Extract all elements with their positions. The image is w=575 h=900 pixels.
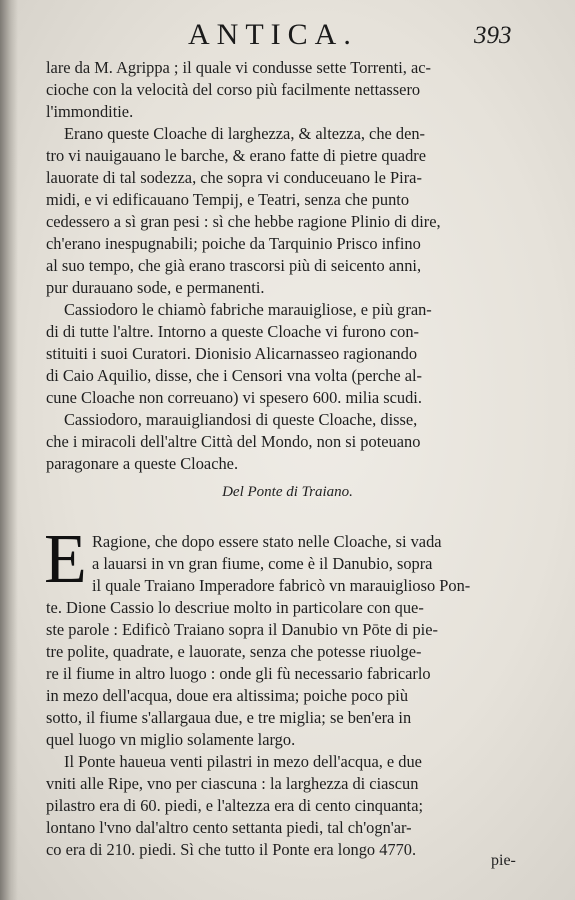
text-line: pur durauano sode, e permanenti. bbox=[46, 278, 265, 297]
text-line: cune Cloache non correuano) vi spesero 600. milia scudi. bbox=[46, 388, 422, 407]
text-line: Ragione, che dopo essere stato nelle Cloache, si vada bbox=[92, 532, 442, 551]
text-line: vniti alle Ripe, vno per ciascuna : la larghezza di ciascun bbox=[46, 774, 419, 793]
text-line: di Caio Aquilio, disse, che i Censori vna volta (perche al- bbox=[46, 366, 422, 385]
text-line: paragonare a queste Cloache. bbox=[46, 454, 239, 473]
page-gutter-shadow bbox=[0, 0, 18, 900]
text-line: lare da M. Agrippa ; il quale vi condusse sette Torrenti, ac- bbox=[46, 58, 431, 77]
text-line: quel luogo vn miglio solamente largo. bbox=[46, 730, 296, 749]
page-number: 393 bbox=[474, 22, 512, 49]
running-head: ANTICA. bbox=[188, 18, 358, 51]
text-line: lauorate di tal sodezza, che sopra vi conduceuano le Pira- bbox=[46, 168, 422, 187]
text-line: tre polite, quadrate, e lauorate, senza che potesse riuolge- bbox=[46, 642, 422, 661]
text-line: l'immonditie. bbox=[46, 102, 134, 121]
text-line: tro vi nauigauano le barche, & erano fatte di pietre quadre bbox=[46, 146, 427, 165]
text-line: stituiti i suoi Curatori. Dionisio Alicarnasseo ragionando bbox=[46, 344, 418, 363]
catchword: pie- bbox=[491, 852, 516, 869]
text-line: Erano queste Cloache di larghezza, & altezza, che den- bbox=[64, 124, 426, 143]
text-line: Il Ponte haueua venti pilastri in mezo dell'acqua, e due bbox=[64, 752, 422, 771]
text-line: a lauarsi in vn gran fiume, come è il Danubio, sopra bbox=[92, 554, 433, 573]
text-line: pilastro era di 60. piedi, e l'altezza era di cento cinquanta; bbox=[46, 796, 424, 815]
text-line: midi, e vi edificauano Tempij, e Teatri, senza che punto bbox=[46, 190, 410, 209]
text-line: cedessero a sì gran pesi : sì che hebbe ragione Plinio di dire, bbox=[46, 212, 441, 231]
text-line: ste parole : Edificò Traiano sopra il Danubio vn Pōte di pie- bbox=[46, 620, 438, 639]
text-line: cioche con la velocità del corso più facilmente nettassero bbox=[46, 80, 421, 99]
text-line: te. Dione Cassio lo descriue molto in particolare con que- bbox=[46, 598, 424, 617]
text-line: Cassiodoro, marauigliandosi di queste Cloache, disse, bbox=[64, 410, 418, 429]
text-line: re il fiume in altro luogo : onde gli fù necessario fabricarlo bbox=[46, 664, 431, 683]
section-heading: Del Ponte di Traiano. bbox=[222, 484, 353, 500]
text-line: il quale Traiano Imperadore fabricò vn marauiglioso Pon- bbox=[92, 576, 471, 595]
text-line: lontano l'vno dal'altro cento settanta piedi, tal ch'ogn'ar- bbox=[46, 818, 412, 837]
drop-cap: E bbox=[44, 521, 87, 598]
text-line: co era di 210. piedi. Sì che tutto il Ponte era longo 4770. bbox=[46, 840, 417, 859]
text-line: che i miracoli dell'altre Città del Mondo, non si poteuano bbox=[46, 432, 421, 451]
text-line: ch'erano inespugnabili; poiche da Tarquinio Prisco infino bbox=[46, 234, 421, 253]
text-line: al suo tempo, che già erano trascorsi più di seicento anni, bbox=[46, 256, 422, 275]
text-line: Cassiodoro le chiamò fabriche marauigliose, e più gran- bbox=[64, 300, 432, 319]
text-line: in mezo dell'acqua, doue era altissima; poiche poco più bbox=[46, 686, 409, 705]
text-line: sotto, il fiume s'allargaua due, e tre miglia; se ben'era in bbox=[46, 708, 412, 727]
text-line: di di tutte l'altre. Intorno a queste Cloache vi furono con- bbox=[46, 322, 419, 341]
